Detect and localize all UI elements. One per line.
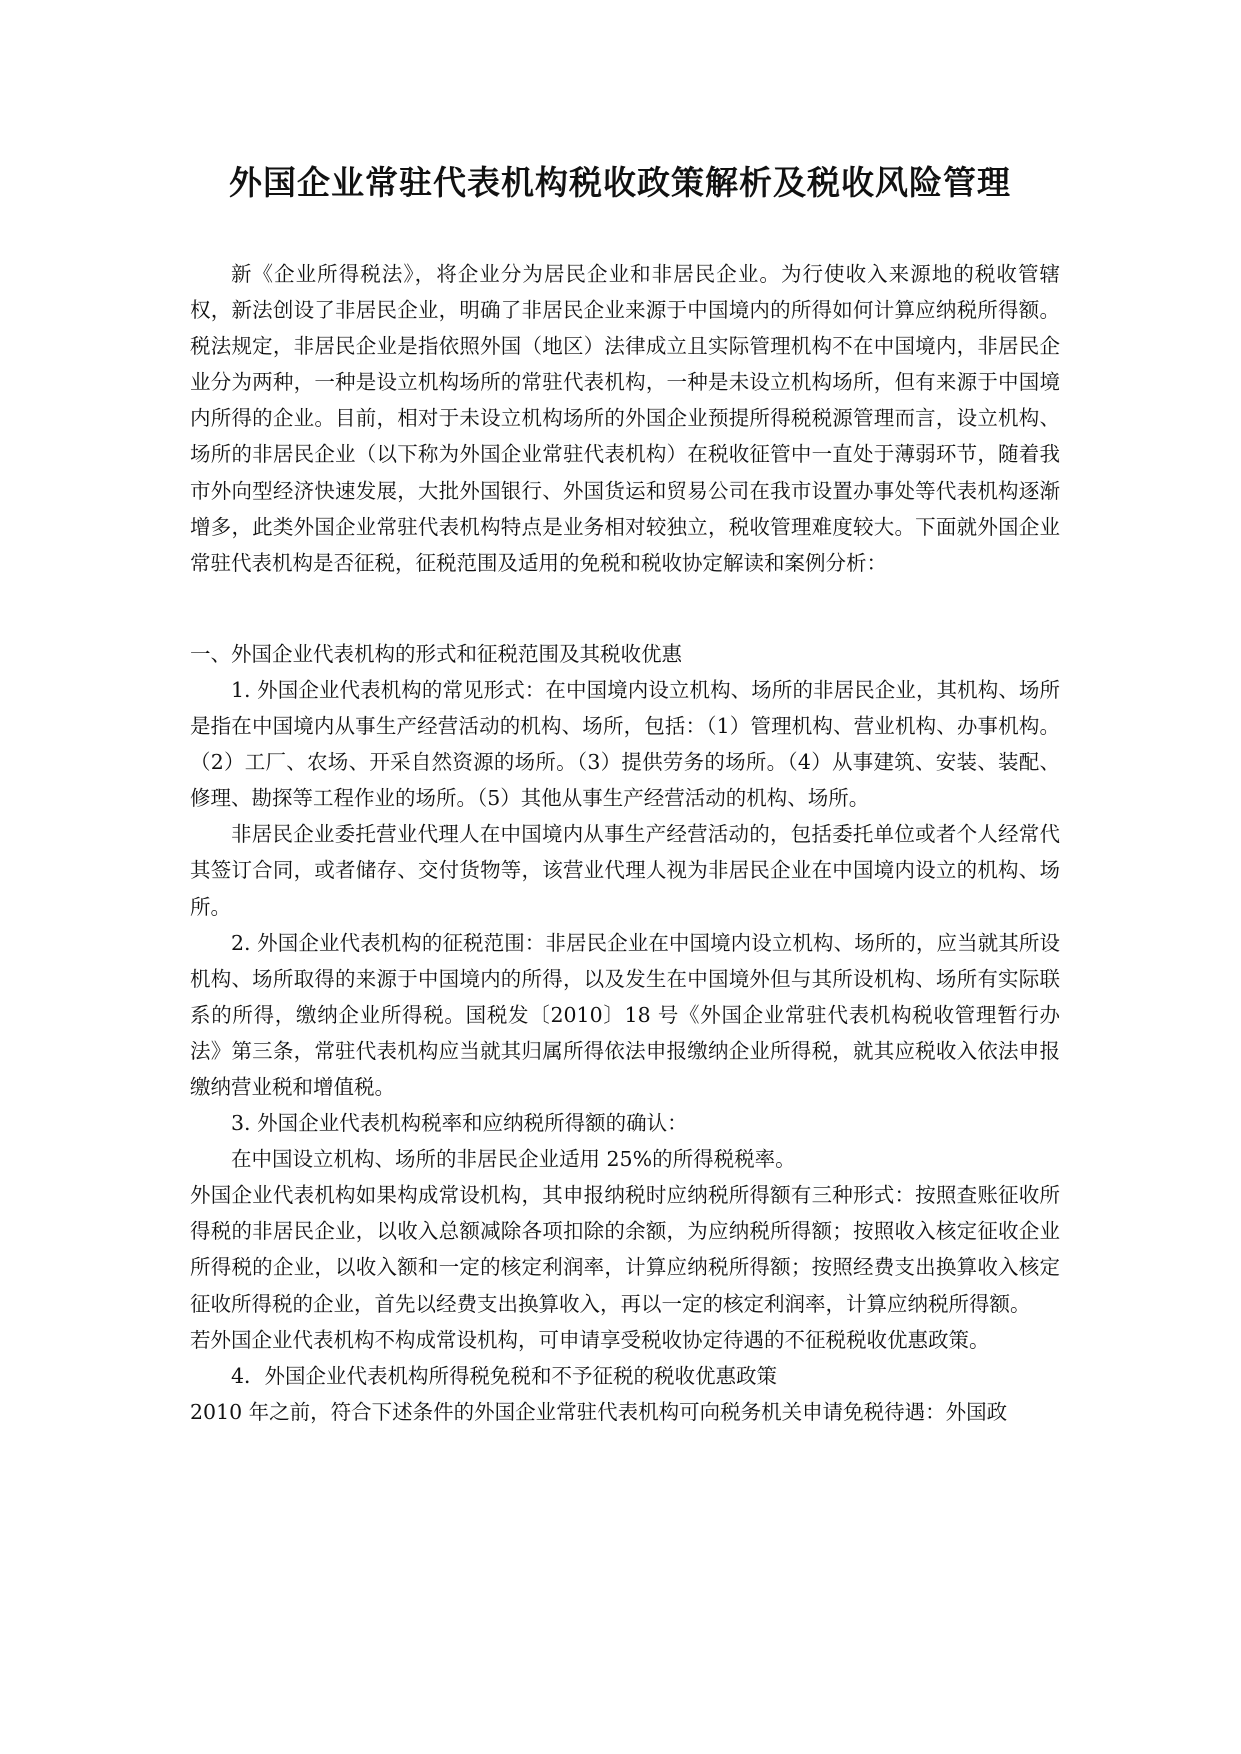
section-1-paragraph-9: 2010 年之前，符合下述条件的外国企业常驻代表机构可向税务机关申请免税待遇：外国政: [190, 1399, 1008, 1424]
paragraph-spacer: [190, 581, 1060, 636]
intro-paragraph: 新《企业所得税法》，将企业分为居民企业和非居民企业。为行使收入来源地的税收管辖权，新法创设了非居民企业，明确了非居民企业来源于中国境内的所得如何计算应纳税所得额。税法规定，非居民企业是指依照外国（地区）法律成立且实际管理机构不在中国境内，非居民企业分为两种，一种是设立机构场所的常驻代表机构，一种是未设立机构场所，但有来源于中国境内所得的企业。目前，相对于未设立机构场所的外国企业预提所得税税源管理而言，设立机构、场所的非居民企业（以下称为外国企业常驻代表机构）在税收征管中一直处于薄弱环节，随着我市外向型经济快速发展，大批外国银行、外国货运和贸易公司在我市设置办事处等代表机构逐渐增多，此类外国企业常驻代表机构特点是业务相对较独立，税收管理难度较大。下面就外国企业常驻代表机构是否征税，征税范围及适用的免税和税收协定解读和案例分析：: [190, 262, 1060, 575]
section-1-paragraph-3: 2. 外国企业代表机构的征税范围：非居民企业在中国境内设立机构、场所的，应当就其所设机构、场所取得的来源于中国境内的所得，以及发生在中国境外但与其所设机构、场所有实际联系的所得，缴纳企业所得税。国税发〔2010〕18 号《外国企业常驻代表机构税收管理暂行办法》第三条，常驻代表机构应当就其归属所得依法申报缴纳企业所得税，就其应税收入依法申报缴纳营业税和增值税。: [190, 930, 1060, 1099]
section-1-paragraph-8: 4．外国企业代表机构所得税免税和不予征税的税收优惠政策: [231, 1363, 778, 1388]
section-1-paragraph-5: 在中国设立机构、场所的非居民企业适用 25%的所得税税率。: [231, 1147, 796, 1172]
section-1-paragraph-6: 外国企业代表机构如果构成常设机构，其申报纳税时应纳税所得额有三种形式：按照查账征收所得税的非居民企业，以收入总额减除各项扣除的余额，为应纳税所得额；按照收入核定征收企业所得税的企业，以收入额和一定的核定利润率，计算应纳税所得额；按照经费支出换算收入核定征收所得税的企业，首先以经费支出换算收入，再以一定的核定利润率，计算应纳税所得额。: [190, 1183, 1060, 1316]
section-1-paragraph-4: 3. 外国企业代表机构税率和应纳税所得额的确认：: [231, 1111, 688, 1136]
section-1-paragraph-1: 1. 外国企业代表机构的常见形式：在中国境内设立机构、场所的非居民企业，其机构、场所是指在中国境内从事生产经营活动的机构、场所，包括：（1）管理机构、营业机构、办事机构。（2）工厂、农场、开采自然资源的场所。（3）提供劳务的场所。（4）从事建筑、安装、装配、修理、勘探等工程作业的场所。（5）其他从事生产经营活动的机构、场所。: [190, 677, 1060, 811]
section-1-paragraph-7: 若外国企业代表机构不构成常设机构，可申请享受税收协定待遇的不征税税收优惠政策。: [190, 1327, 990, 1352]
section-1-heading: 一、外国企业代表机构的形式和征税范围及其税收优惠: [190, 641, 682, 666]
document-body: [190, 256, 1060, 1430]
section-1-paragraph-2: 非居民企业委托营业代理人在中国境内从事生产经营活动的，包括委托单位或者个人经常代其签订合同，或者储存、交付货物等，该营业代理人视为非居民企业在中国境内设立的机构、场所。: [190, 822, 1060, 919]
document-title: 外国企业常驻代表机构税收政策解析及税收风险管理: [229, 163, 1011, 202]
